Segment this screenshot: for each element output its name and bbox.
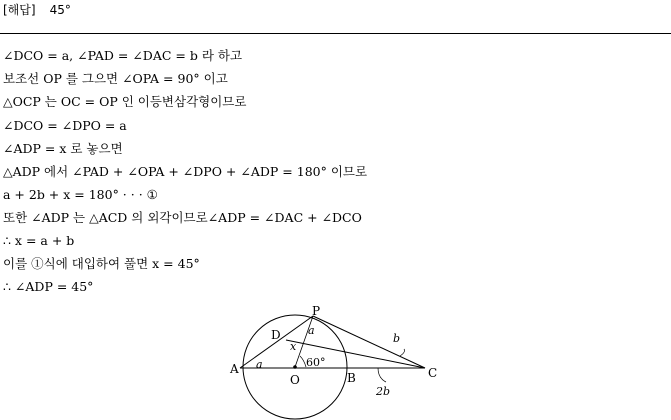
segment-pc	[313, 316, 425, 368]
segment-ap	[240, 316, 313, 368]
answer-label: [해답]	[3, 3, 36, 17]
label-angle-x: x	[290, 340, 297, 353]
label-c: C	[428, 366, 438, 380]
label-angle-2b: 2b	[376, 385, 391, 398]
solution-line-1: ∠DCO = a, ∠PAD = ∠DAC = b 라 하고	[3, 48, 243, 63]
answer-header	[3, 1, 71, 18]
label-angle-a-at-p: a	[308, 324, 315, 337]
header-divider	[0, 33, 671, 34]
solution-line-10: 이를 ①식에 대입하여 풀면 x = 45°	[3, 256, 200, 271]
answer-value: 45°	[49, 3, 71, 17]
solution-line-7: a + 2b + x = 180° · · · ①	[3, 187, 158, 202]
label-angle-60: 60°	[306, 356, 326, 369]
solution-line-4: ∠DCO = ∠DPO = a	[3, 118, 127, 133]
geometry-diagram	[228, 304, 448, 420]
solution-line-5: ∠ADP = x 로 놓으면	[3, 141, 123, 156]
label-o: O	[290, 373, 300, 387]
angle-b-arc	[400, 349, 405, 356]
solution-line-3: △OCP 는 OC = OP 인 이등변삼각형이므로	[3, 94, 247, 109]
label-angle-a: a	[256, 358, 263, 371]
center-point-o	[293, 365, 297, 369]
solution-line-9: ∴ x = a + b	[3, 233, 75, 248]
solution-line-8: 또한 ∠ADP 는 △ACD 의 외각이므로∠ADP = ∠DAC + ∠DCO	[3, 210, 362, 225]
label-p: P	[312, 304, 321, 318]
label-b: B	[347, 371, 356, 385]
solution-line-6: △ADP 에서 ∠PAD + ∠OPA + ∠DPO + ∠ADP = 180° 이므로	[3, 164, 368, 179]
label-a: A	[230, 362, 239, 376]
solution-line-2: 보조선 OP 를 그으면 ∠OPA = 90° 이고	[3, 71, 228, 86]
label-angle-b: b	[393, 332, 401, 345]
solution-line-11: ∴ ∠ADP = 45°	[3, 279, 94, 294]
label-d: D	[271, 328, 281, 342]
angle-2b-arc	[378, 368, 386, 382]
